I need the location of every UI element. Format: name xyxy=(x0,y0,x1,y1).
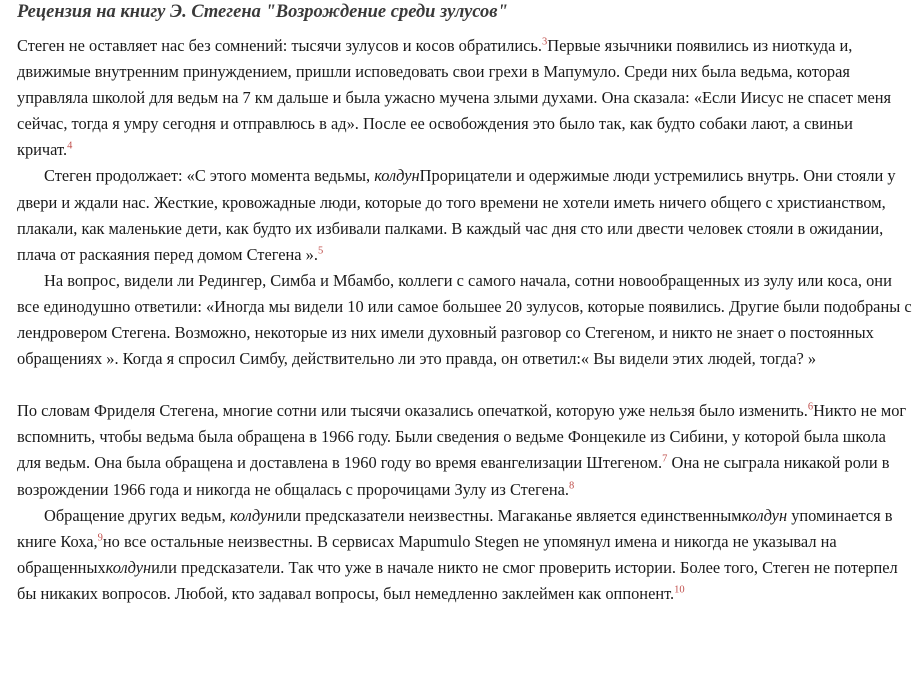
page-title: Рецензия на книгу Э. Стегена "Возрождение среди зулусов" xyxy=(17,2,508,22)
paragraph-5-italic-term-1: колдун xyxy=(229,505,276,525)
paragraph-5-text-b: или предсказатели неизвестны. Магаканье является единственным xyxy=(275,505,742,525)
paragraph-5-text-e: или предсказатели. Так что уже в начале никто не смог проверить истории. Более того, Стеген не потерпел бы никаких вопросов. Любой, кто задавал вопросы, был немедленно заклеймен как оппонент. xyxy=(17,557,898,603)
paragraph-2-text-b: Прорицатели и одержимые люди устремились внутрь. Они стояли у двери и ждали нас. Жесткие, кровожадные люди, которые до того времени не хотели иметь ничего общего с христианством, плакали, как маленькие дети, как будто их избивали палками. В каждый час дня сто или двести человек стояли в ожидании, плача от раскаяния перед домом Стегена ». xyxy=(17,166,896,264)
footnote-ref-5[interactable]: 5 xyxy=(317,245,324,257)
paragraph-4-text-b: Никто не мог вспомнить, чтобы ведьма была обращена в 1966 году. Были сведения о ведьме Фонцекиле из Сибини, у которой была школа для ведьм. Она была обращена и доставлена в 1960 году во время евангелизации Штегеном. xyxy=(17,401,907,473)
paragraph-5 xyxy=(17,503,912,607)
paragraph-2 xyxy=(17,163,912,267)
paragraph-4 xyxy=(17,398,912,502)
paragraph-4-text-c: Она не сыграла никакой роли в возрождении 1966 года и никогда не общалась с пророчицами Зулу из Стегена. xyxy=(17,453,890,499)
paragraph-5-italic-term-3: колдун xyxy=(105,557,152,577)
paragraph-1-text-a: Стеген не оставляет нас без сомнений: тысячи зулусов и косов обратились. xyxy=(17,36,542,55)
footnote-ref-9[interactable]: 9 xyxy=(97,532,103,544)
paragraph-2-text-a: Стеген продолжает: «С этого момента ведьмы, xyxy=(44,166,375,186)
footnote-ref-8[interactable]: 8 xyxy=(569,480,575,492)
paragraph-1-text-b: Первые язычники появились из ниоткуда и, движимые внутренним принуждением, пришли исповедовать свои грехи в Мапумуло. Среди них была ведьма, которая управляла школой для ведьм на 7 км дальше и была ужасно мучена злыми духами. Она сказала: «Если Иисус не спасет меня сейчас, тогда я умру сегодня и отправлюсь в ад». После ее освобождения это было так, как будто собаки лают, а свиньи кричат. xyxy=(17,36,892,160)
footnote-ref-3[interactable]: 3 xyxy=(542,36,548,48)
paragraph-3-text: На вопрос, видели ли Редингер, Симба и Мбамбо, коллеги с самого начала, сотни новообращенных из зулу или коса, они все единодушно ответили: «Иногда мы видели 10 или самое большее 20 зулусов, которые появились. Другие были подобраны с лендровером Стегена. Возможно, некоторые из них имели духовный разговор со Стегеном, и никто не знает о постоянных обращениях ». Когда я спросил Симбу, действительно ли это правда, он ответил:« Вы видели этих людей, тогда? » xyxy=(17,270,912,369)
footnote-ref-10[interactable]: 10 xyxy=(674,584,685,596)
footnote-ref-6[interactable]: 6 xyxy=(807,401,814,413)
paragraph-1 xyxy=(17,33,912,163)
paragraph-5-text-c: упоминается в книге Коха, xyxy=(17,505,893,551)
footnote-ref-7[interactable]: 7 xyxy=(662,453,668,465)
paragraph-3 xyxy=(17,268,912,372)
footnote-ref-4[interactable]: 4 xyxy=(67,140,73,152)
paragraph-2-italic-term: колдун xyxy=(374,166,420,186)
paragraph-5-text-d: но все остальные неизвестны. В сервисах Mapumulo Stegen не упомянул имена и никогда не указывал на обращенных xyxy=(17,531,837,577)
paragraph-spacer xyxy=(17,372,912,398)
paragraph-4-text-a: По словам Фриделя Стегена, многие сотни или тысячи оказались опечаткой, которую уже нельзя было изменить. xyxy=(17,401,808,421)
paragraph-5-italic-term-2: колдун xyxy=(741,505,788,525)
paragraph-5-text-a: Обращение других ведьм, xyxy=(44,505,230,525)
